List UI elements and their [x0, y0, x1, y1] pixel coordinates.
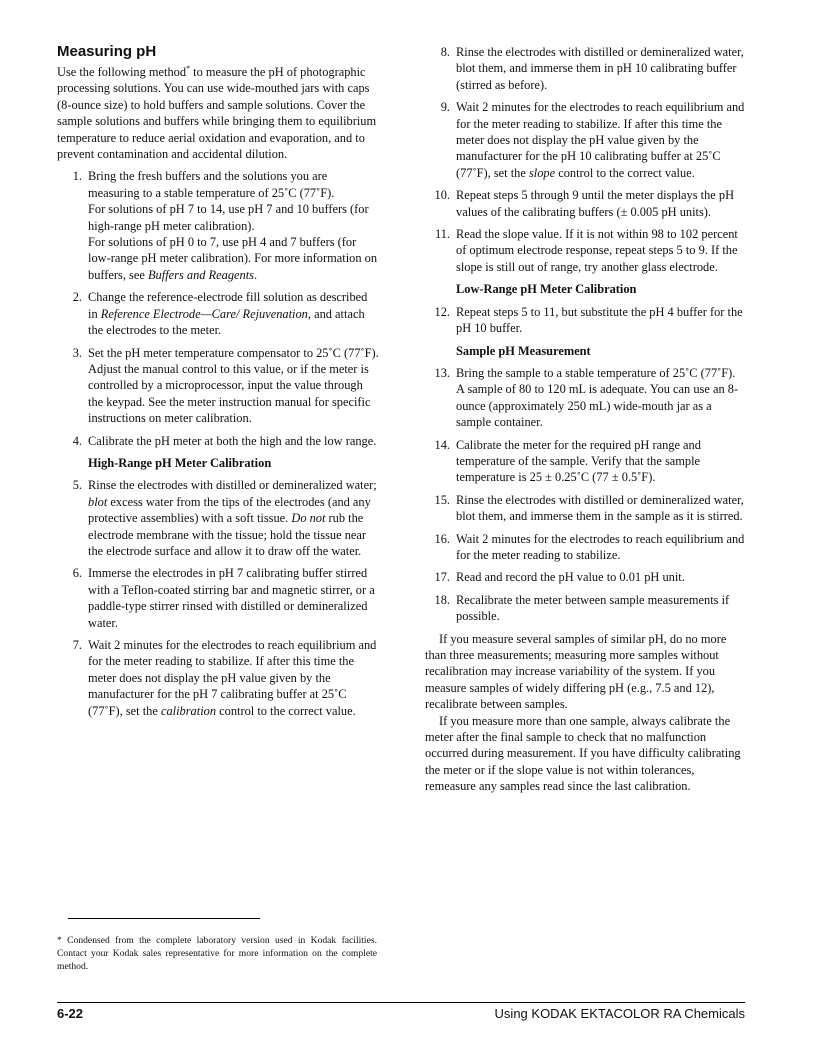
step-text: Set the pH meter temperature compensator to 25˚C (77˚F). Adjust the manual control to this value, or if the meter is controlled by a microprocessor, input the value through the keypad. See the meter instruction manual for specific instructions on meter calibration. — [88, 345, 379, 426]
emphasis: slope — [528, 165, 556, 180]
footnote-mark: * — [57, 935, 62, 946]
step-number: 10. — [434, 188, 450, 203]
step-text: control to the correct value. — [555, 165, 695, 180]
step-text: Change the reference-electrode fill solution as described in — [88, 290, 368, 321]
step-text: For solutions of pH 0 to 7, use pH 4 and 7 buffers (for low-range pH meter calibration). For more information on buffers, see — [88, 235, 378, 282]
step-text: Read and record the pH value to 0.01 pH unit. — [456, 570, 685, 585]
step-18 — [425, 592, 745, 625]
steps-list-left — [57, 168, 379, 449]
step-text: Wait 2 minutes for the electrodes to reach equilibrium and for the meter reading to stabilize. If after this time the meter does not display the pH value given by the manufacturer for the pH 7 calibrating buffer at 25˚C (77˚F), set the — [88, 638, 377, 718]
footnote — [57, 934, 377, 973]
low-range-heading: Low-Range pH Meter Calibration — [456, 282, 637, 297]
step-text: rub the electrode membrane with the tissue; hold the tissue near the electrode surface and allow it to draw off the water. — [88, 511, 367, 558]
step-number: 3. — [72, 345, 82, 360]
step-number: 2. — [72, 290, 82, 305]
closing-paragraph-1: If you measure several samples of similar pH, do no more than three measurements; measuring more samples without recalibration may increase variability of the system. If you measure samples of widely differing pH (e.g., 7.5 and 12), recalibrate between samples. — [425, 631, 727, 712]
cross-reference: Reference Electrode—Care/ Rejuvenation — [100, 306, 308, 321]
step-number: 8. — [440, 45, 450, 59]
step-5 — [57, 477, 379, 559]
step-number: 15. — [434, 492, 450, 507]
emphasis: calibration — [160, 703, 217, 718]
sample-measurement-heading: Sample pH Measurement — [456, 343, 591, 358]
step-number: 9. — [440, 100, 450, 115]
step-15 — [425, 492, 745, 525]
page-number: 6-22 — [57, 1006, 84, 1021]
step-text: Rinse the electrodes with distilled or demineralized water; — [88, 478, 377, 493]
step-number: 1. — [72, 169, 82, 184]
step-text: Rinse the electrodes with distilled or demineralized water, blot them, and immerse them in the sample as it is stirred. — [456, 492, 744, 524]
step-number: 14. — [434, 437, 450, 452]
step-11 — [425, 226, 745, 275]
step-1 — [57, 168, 379, 283]
step-number: 12. — [434, 304, 450, 319]
step-number: 13. — [434, 365, 450, 380]
step-6 — [57, 565, 379, 631]
step-text: Rinse the electrodes with distilled or demineralized water, blot them, and immerse them in pH 10 calibrating buffer (stirred as before). — [456, 45, 744, 92]
step-17 — [425, 569, 745, 585]
intro-text-a: Use the following method — [57, 65, 187, 79]
step-number: 17. — [434, 570, 450, 585]
step-8 — [425, 44, 745, 93]
step-9 — [425, 99, 745, 181]
step-4 — [57, 433, 379, 449]
high-range-heading: High-Range pH Meter Calibration — [88, 455, 272, 470]
steps-list-low-range — [425, 304, 745, 337]
step-text: Recalibrate the meter between sample measurements if possible. — [456, 592, 730, 624]
step-text: Repeat steps 5 to 11, but substitute the pH 4 buffer for the pH 10 buffer. — [456, 304, 743, 336]
footnote-reference: * — [186, 63, 191, 73]
step-number: 5. — [72, 478, 82, 493]
cross-reference: Buffers and Reagents — [147, 267, 254, 282]
step-number: 16. — [434, 531, 450, 546]
step-13 — [425, 365, 745, 431]
footnote-divider — [68, 918, 260, 919]
step-text: excess water from the tips of the electrodes (and any protective assemblies) with a soft tissue. — [88, 494, 371, 526]
intro-paragraph — [57, 64, 379, 162]
steps-list-right — [425, 44, 745, 275]
footnote-text: Condensed from the complete laboratory version used in Kodak facilities. Contact your Kodak sales representative for more information on the complete method. — [57, 935, 377, 972]
left-column — [57, 40, 379, 725]
steps-list-left-continued — [57, 477, 379, 719]
step-number: 11. — [434, 227, 450, 242]
step-text: Wait 2 minutes for the electrodes to reach equilibrium and for the meter reading to stabilize. — [456, 531, 745, 562]
step-text: Repeat steps 5 through 9 until the meter displays the pH values of the calibrating buffers (± 0.005 pH units). — [456, 188, 735, 219]
step-number: 18. — [434, 592, 450, 607]
step-text: Read the slope value. If it is not within 98 to 102 percent of optimum electrode response, repeat steps 5 to 9. If the slope is still out of range, try another glass electrode. — [456, 227, 738, 274]
step-7 — [57, 637, 379, 719]
step-text: . — [253, 267, 258, 282]
step-text: Immerse the electrodes in pH 7 calibrating buffer stirred with a Teflon-coated stirring bar and magnetic stirrer, or a paddle-type stirrer rinsed with distilled or demineralized water. — [88, 566, 375, 630]
step-text: Bring the sample to a stable temperature of 25˚C (77˚F). A sample of 80 to 120 mL is adequate. You can use an 8-ounce (approximately 250 mL) wide-mouth jar as a sample container. — [456, 365, 739, 430]
step-number: 7. — [72, 638, 82, 652]
step-text: Calibrate the pH meter at both the high and the low range. — [88, 433, 377, 448]
emphasis: blot — [88, 494, 108, 509]
step-12 — [425, 304, 745, 337]
section-title: Measuring pH — [57, 43, 157, 60]
right-column — [425, 44, 745, 795]
step-text: Calibrate the meter for the required pH range and temperature of the sample. Verify that the sample temperature is 25 ± 0.25˚C (77 ± 0.5˚F). — [456, 437, 701, 485]
step-3 — [57, 345, 379, 427]
step-14 — [425, 437, 745, 486]
intro-text-b: to measure the pH of photographic processing solutions. You can use wide-mouthed jars with caps (8-ounce size) to hold buffers and sample solutions. Cover the sample solutions and buffers while bringing them to equilibrium temperature to reduce aerial oxidation and evaporation, and to prevent contamination and accidental dilution. — [57, 65, 377, 162]
step-number: 4. — [72, 433, 82, 448]
footer-divider — [57, 1002, 745, 1003]
step-text: For solutions of pH 7 to 14, use pH 7 and 10 buffers (for high-range pH meter calibration). — [88, 202, 369, 233]
step-10 — [425, 187, 745, 220]
emphasis: Do not — [291, 511, 326, 526]
footer-document-title: Using KODAK EKTACOLOR RA Chemicals — [494, 1006, 745, 1021]
step-text: Wait 2 minutes for the electrodes to reach equilibrium and for the meter reading to stabilize. If after this time the meter does not display the pH value given by the manufacturer for the pH 10 calibrating buffer at 25˚C (77˚F), set the — [456, 100, 745, 180]
closing-paragraph-2: If you measure more than one sample, always calibrate the meter after the final sample to check that no malfunction occurred during measurement. If you have difficulty calibrating the meter or if the slope value is not within tolerances, remeasure any samples read since the last calibration. — [425, 713, 741, 794]
step-16 — [425, 531, 745, 564]
step-2 — [57, 289, 379, 338]
step-text: , and attach the electrodes to the meter. — [88, 306, 365, 338]
step-text: Bring the fresh buffers and the solutions you are measuring to a stable temperature of 25˚C (77˚F). — [88, 169, 335, 200]
step-number: 6. — [72, 566, 82, 581]
step-text: control to the correct value. — [216, 703, 356, 718]
steps-list-sample — [425, 365, 745, 625]
